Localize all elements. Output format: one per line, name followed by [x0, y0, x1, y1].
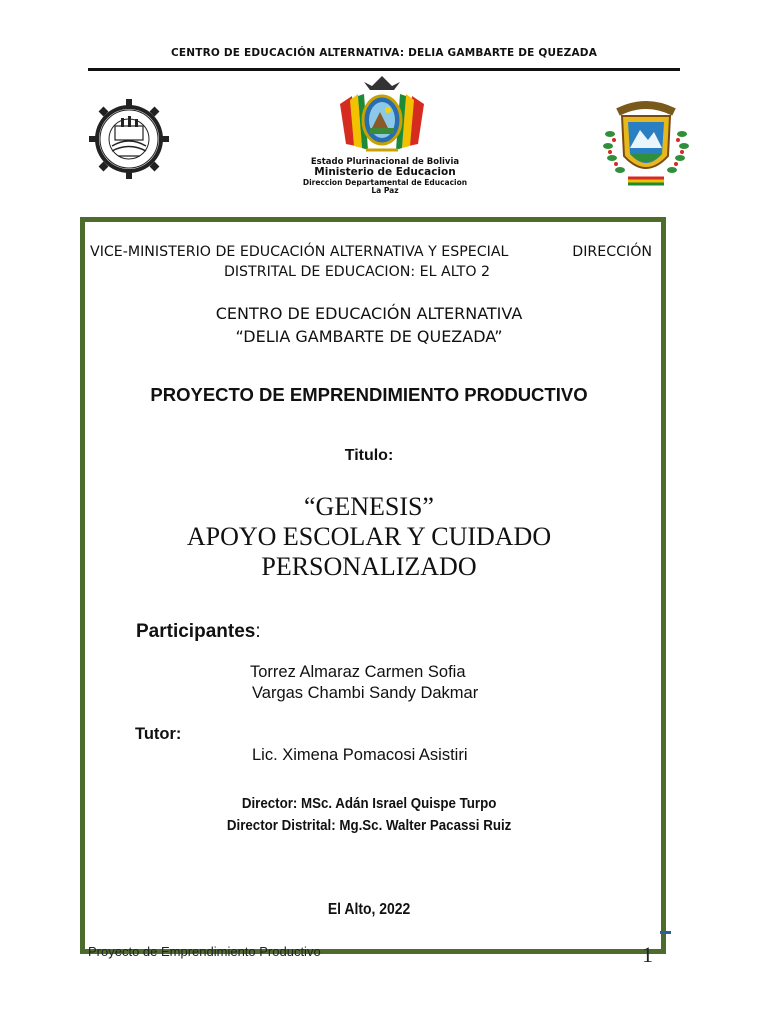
ministry-caption-line1: Estado Plurinacional de Bolivia — [310, 157, 460, 167]
project-heading: PROYECTO DE EMPRENDIMIENTO PRODUCTIVO — [150, 384, 588, 405]
ministry-caption — [300, 158, 470, 195]
directors-block — [114, 793, 623, 837]
page-marker — [660, 931, 671, 934]
center-name-line1: CENTRO DE EDUCACIÓN ALTERNATIVA — [215, 304, 523, 323]
tutor-name: Lic. Ximena Pomacosi Asistiri — [252, 746, 468, 764]
header-title: CENTRO DE EDUCACIÓN ALTERNATIVA: DELIA GAMBARTE DE QUEZADA — [170, 47, 598, 59]
place-and-year: El Alto, 2022 — [327, 901, 411, 918]
center-name — [86, 302, 652, 348]
tutor-label: Tutor: — [135, 725, 182, 743]
el-alto-shield-icon — [598, 94, 694, 190]
direction-text: DIRECCIÓN — [572, 244, 652, 260]
header-divider — [88, 68, 680, 71]
participants-label-text: Participantes — [136, 621, 256, 642]
gear-seal-icon — [88, 96, 170, 182]
project-title-line3: PERSONALIZADO — [261, 552, 477, 581]
participants-label — [136, 621, 261, 643]
title-label: Titulo: — [344, 447, 394, 464]
center-name-line2: “DELIA GAMBARTE DE QUEZADA” — [235, 327, 503, 346]
project-title — [86, 492, 652, 582]
vice-ministry-heading — [90, 242, 652, 282]
footer-text: Proyecto de Emprendimiento Productivo — [88, 944, 321, 959]
project-title-line1: “GENESIS” — [304, 492, 434, 521]
participant-name: Torrez Almaraz Carmen Sofia — [250, 663, 466, 681]
ministry-caption-line2: Ministerio de Educacion — [314, 166, 456, 179]
participants-label-colon: : — [255, 621, 261, 642]
district-director-line: Director Distrital: Mg.Sc. Walter Pacassi Ruiz — [226, 818, 512, 834]
project-title-line2: APOYO ESCOLAR Y CUIDADO — [186, 522, 552, 551]
participant-name: Vargas Chambi Sandy Dakmar — [252, 684, 479, 702]
director-line: Director: MSc. Adán Israel Quispe Turpo — [241, 796, 497, 812]
page-number: 1 — [642, 942, 653, 967]
vice-ministry-text: VICE-MINISTERIO DE EDUCACIÓN ALTERNATIVA Y ESPECIAL — [90, 244, 509, 260]
district-direction-text: DISTRITAL DE EDUCACION: EL ALTO 2 — [223, 264, 491, 280]
ministry-caption-line3: Direccion Departamental de Educacion La Paz — [302, 177, 468, 196]
bolivia-coat-of-arms-icon — [336, 74, 428, 158]
